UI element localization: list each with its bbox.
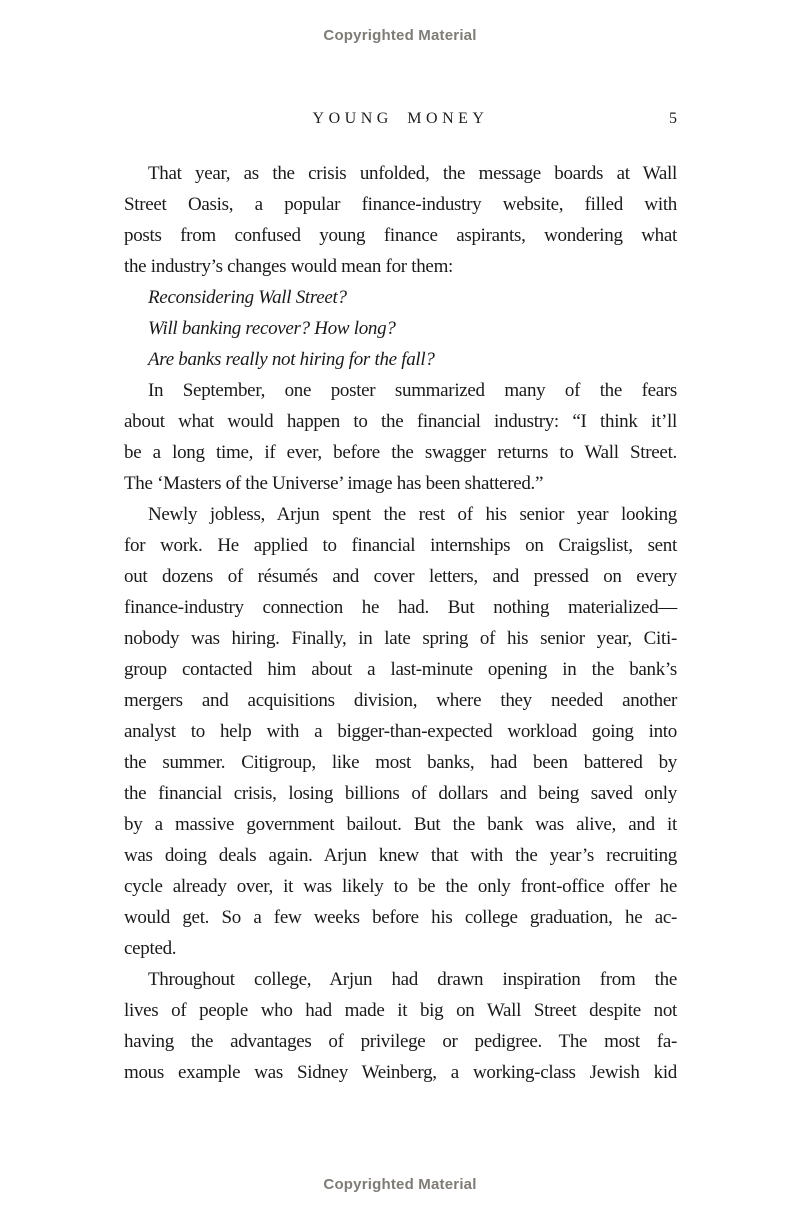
text-line: nobody was hiring. Finally, in late spring of his senior year, Citi- bbox=[124, 628, 677, 649]
text-block bbox=[124, 158, 677, 1088]
text-line: cycle already over, it was likely to be the only front-office offer he bbox=[124, 876, 677, 897]
text-line: mergers and acquisitions division, where they needed another bbox=[124, 690, 677, 711]
text-line: Throughout college, Arjun had drawn inspiration from the bbox=[148, 969, 677, 990]
text-line: In September, one poster summarized many of the fears bbox=[148, 380, 677, 401]
text-line: group contacted him about a last-minute opening in the bank’s bbox=[124, 659, 677, 680]
text-line: cepted. bbox=[124, 938, 177, 959]
text-line: having the advantages of privilege or pedigree. The most fa- bbox=[124, 1031, 677, 1052]
book-title: YOUNG MONEY bbox=[312, 110, 489, 127]
text-line: for work. He applied to financial internships on Craigslist, sent bbox=[124, 535, 677, 556]
text-line: Reconsidering Wall Street? bbox=[148, 287, 347, 308]
text-line: the industry’s changes would mean for them: bbox=[124, 256, 454, 277]
text-line: The ‘Masters of the Universe’ image has been shattered.” bbox=[124, 473, 544, 494]
text-line: would get. So a few weeks before his college graduation, he ac- bbox=[124, 907, 677, 928]
text-line: Will banking recover? How long? bbox=[148, 318, 396, 339]
text-line: out dozens of résumés and cover letters, and pressed on every bbox=[124, 566, 677, 587]
text-line: posts from confused young finance aspirants, wondering what bbox=[124, 225, 677, 246]
running-header bbox=[124, 110, 677, 134]
text-line: That year, as the crisis unfolded, the message boards at Wall bbox=[148, 163, 677, 184]
text-line: lives of people who had made it big on Wall Street despite not bbox=[124, 1000, 677, 1021]
text-line: finance-industry connection he had. But nothing materialized— bbox=[124, 597, 677, 618]
text-line: by a massive government bailout. But the bank was alive, and it bbox=[124, 814, 677, 835]
text-line: Street Oasis, a popular finance-industry website, filled with bbox=[124, 194, 677, 215]
text-line: about what would happen to the financial industry: “I think it’ll bbox=[124, 411, 677, 432]
text-line: Newly jobless, Arjun spent the rest of his senior year looking bbox=[148, 504, 677, 525]
text-line: Are banks really not hiring for the fall? bbox=[148, 349, 435, 370]
text-line: the summer. Citigroup, like most banks, had been battered by bbox=[124, 752, 677, 773]
copyright-notice-bottom: Copyrighted Material bbox=[323, 1176, 477, 1193]
text-line: mous example was Sidney Weinberg, a working-class Jewish kid bbox=[124, 1062, 677, 1083]
text-line: was doing deals again. Arjun knew that with the year’s recruiting bbox=[124, 845, 677, 866]
page-number: 5 bbox=[669, 110, 677, 127]
text-line: be a long time, if ever, before the swagger returns to Wall Street. bbox=[124, 442, 677, 463]
copyright-notice-top: Copyrighted Material bbox=[323, 27, 477, 44]
text-line: analyst to help with a bigger-than-expected workload going into bbox=[124, 721, 677, 742]
text-line: the financial crisis, losing billions of dollars and being saved only bbox=[124, 783, 677, 804]
